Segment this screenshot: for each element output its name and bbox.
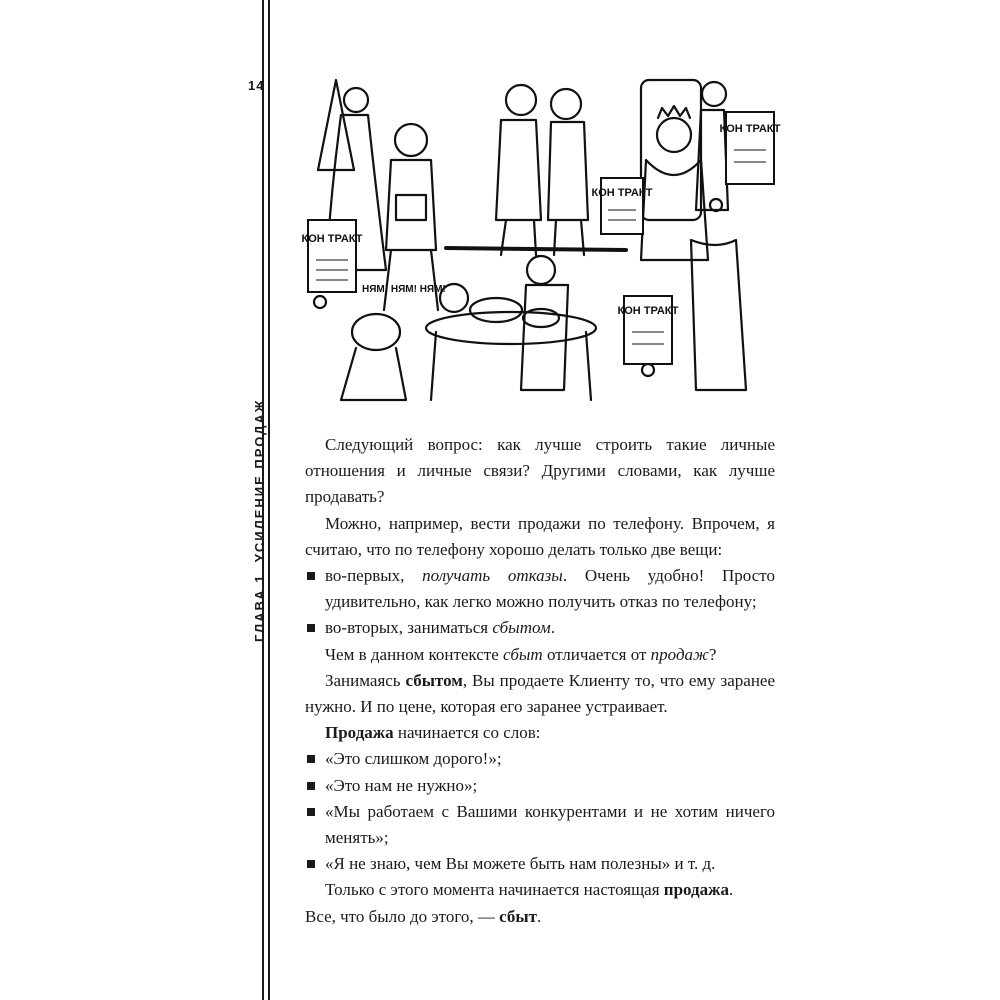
list-item: «Я не знаю, чем Вы можете быть нам полезны» и т. д. xyxy=(305,851,775,877)
bullet-square-icon xyxy=(307,572,315,580)
nyam-sound-text: НЯМ! НЯМ! НЯМ! xyxy=(362,284,446,295)
crown-icon xyxy=(658,106,690,118)
list-item: «Это нам не нужно»; xyxy=(305,773,775,799)
paragraph: Чем в данном контексте сбыт отличается от продаж? xyxy=(325,644,717,664)
bullet-square-icon xyxy=(307,860,315,868)
list-item: во-первых, получать отказы. Очень удобно! Просто удивительно, как легко можно получить отказ по телефону; xyxy=(305,563,775,615)
list-item: «Мы работаем с Вашими конкурентами и не хотим ничего менять»; xyxy=(305,799,775,851)
bullet-square-icon xyxy=(307,755,315,763)
svg-text:КОН ТРАКТ: КОН ТРАКТ xyxy=(617,305,679,317)
page-number: 14 xyxy=(248,78,265,93)
ham-icon xyxy=(352,314,400,350)
paragraph: Все, что было до этого, — сбыт. xyxy=(305,906,542,926)
svg-text:КОН ТРАКТ: КОН ТРАКТ xyxy=(301,233,363,245)
cartoon-illustration xyxy=(296,70,782,415)
paragraph: Продажа начинается со слов: xyxy=(325,723,541,743)
list-item: во-вторых, заниматься сбытом. xyxy=(305,615,775,641)
body-text xyxy=(305,432,775,930)
paragraph: Следующий вопрос: как лучше строить такие личные отношения и личные связи? Другими словами, как лучше продавать? xyxy=(305,435,775,507)
paragraph: Можно, например, вести продажи по телефону. Впрочем, я считаю, что по телефону хорошо делать только две вещи: xyxy=(305,513,775,559)
paragraph: Только с этого момента начинается настоящая продажа. xyxy=(325,880,734,900)
margin-rule-right xyxy=(268,0,270,1000)
roast-chicken-icon xyxy=(470,298,522,322)
paragraph: Занимаясь сбытом, Вы продаете Клиенту то, что ему заранее нужно. И по цене, которая его заранее устраивает. xyxy=(305,670,776,717)
bullet-square-icon xyxy=(307,782,315,790)
contract-sign-1 xyxy=(308,220,356,292)
svg-text:КОН ТРАКТ: КОН ТРАКТ xyxy=(591,187,653,199)
list-item: «Это слишком дорого!»; xyxy=(305,746,775,772)
svg-text:КОН ТРАКТ: КОН ТРАКТ xyxy=(719,123,781,135)
bullet-square-icon xyxy=(307,808,315,816)
bullet-square-icon xyxy=(307,624,315,632)
chapter-title: ГЛАВА 1. УСИЛЕНИЕ ПРОДАЖ xyxy=(252,398,267,642)
